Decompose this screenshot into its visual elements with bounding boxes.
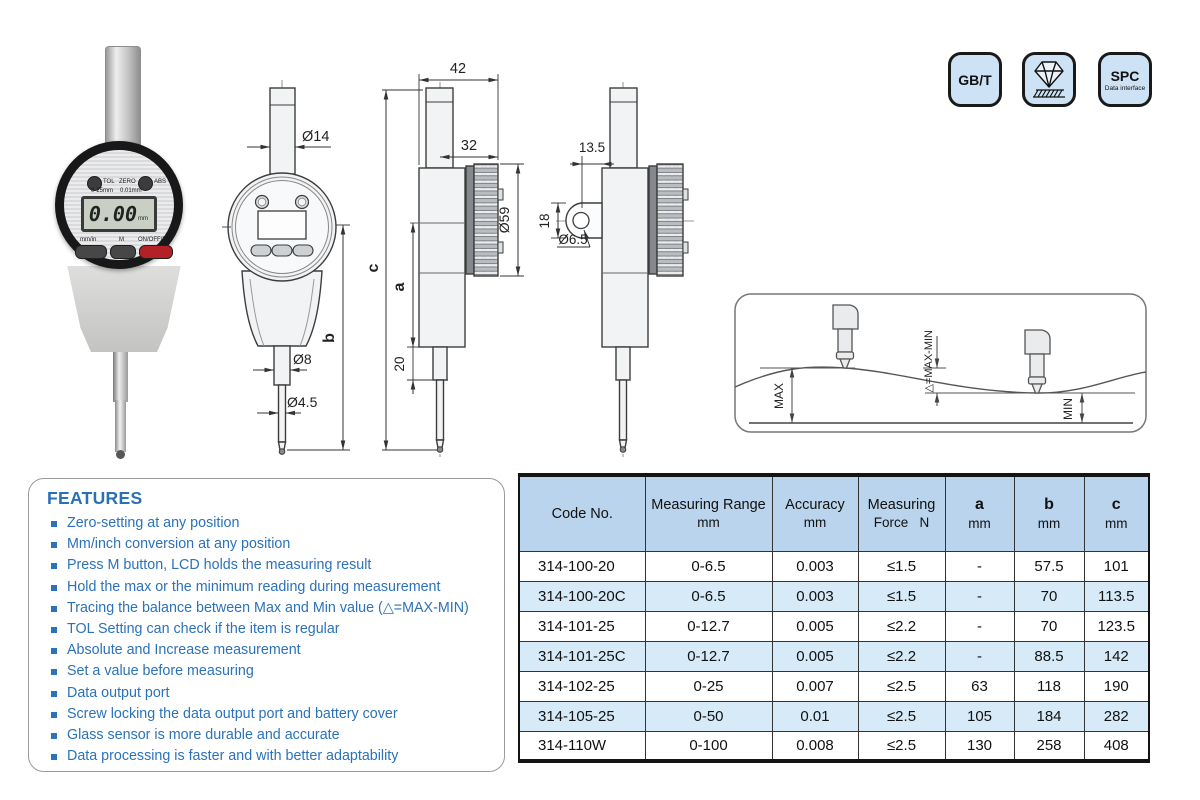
badge-gbt: [948, 52, 1002, 107]
spec-col-header: [519, 475, 645, 551]
bullet-square-icon: [51, 712, 57, 718]
dim-stem-dia: Ø14: [302, 129, 330, 145]
spec-cell: 314-101-25C: [519, 641, 645, 671]
header-line1: Measuring Range: [651, 497, 766, 514]
feature-item: [47, 598, 492, 619]
feature-text: Zero-setting at any position: [67, 515, 240, 531]
bullet-square-icon: [51, 648, 57, 654]
gbt-label: GB/T: [958, 71, 992, 88]
spec-cell: 70: [1014, 581, 1084, 611]
header-line1: Measuring: [867, 497, 936, 514]
spec-cell: 0.008: [772, 731, 858, 761]
abs-label: ABS: [154, 179, 167, 185]
bullet-square-icon: [51, 542, 57, 548]
feature-text: Mm/inch conversion at any position: [67, 536, 291, 553]
feature-text: Data processing is faster and with better adaptability: [67, 748, 399, 765]
spec-cell: 282: [1084, 701, 1149, 731]
bullet-square-icon: [51, 563, 57, 569]
spec-cell: 57.5: [1014, 551, 1084, 581]
feature-item: [47, 534, 492, 555]
feature-text: Glass sensor is more durable and accurate: [67, 727, 340, 744]
power-label: ON/OFF/P: [138, 237, 167, 243]
technical-drawings: [218, 40, 738, 470]
max-label: MAX: [772, 382, 786, 410]
spec-cell: 63: [945, 671, 1014, 701]
spec-cell: 314-110W: [519, 731, 645, 761]
feature-item: [47, 577, 492, 598]
spec-cell: 314-105-25: [519, 701, 645, 731]
features-list: [47, 513, 492, 767]
badge-diamond: [1022, 52, 1076, 107]
spec-cell: 314-101-25: [519, 611, 645, 641]
bullet-square-icon: [51, 754, 57, 760]
feature-item: [47, 619, 492, 640]
spec-cell: ≤2.2: [858, 641, 945, 671]
spec-col-header: [1084, 475, 1149, 551]
mmin-label: mm/in: [80, 237, 97, 243]
spec-cell: 0.005: [772, 641, 858, 671]
m-label: M: [119, 237, 124, 243]
feature-text: Screw locking the data output port and battery cover: [67, 705, 398, 722]
spec-cell: 0-12.7: [645, 641, 772, 671]
feature-text: TOL Setting can check if the item is regular: [67, 621, 340, 638]
back-view: [556, 82, 697, 458]
header-line1: Code No.: [551, 505, 613, 522]
spc-label: SPC: [1110, 67, 1140, 84]
spec-col-header: [1014, 475, 1084, 551]
spec-cell: 190: [1084, 671, 1149, 701]
feature-item: [47, 683, 492, 704]
lcd-display: [81, 196, 157, 232]
spec-cell: 118: [1014, 671, 1084, 701]
dim-42: 42: [449, 61, 467, 77]
header-line2: mm: [1105, 516, 1128, 532]
spec-table-body: [519, 551, 1149, 761]
spec-row: [519, 581, 1149, 611]
feature-item: [47, 746, 492, 767]
dim-32: 32: [460, 138, 478, 154]
dim-18: 18: [537, 213, 552, 229]
spec-cell: 258: [1014, 731, 1084, 761]
header-line1: Accuracy: [785, 497, 845, 514]
spec-cell: 314-100-20: [519, 551, 645, 581]
spec-cell: 184: [1014, 701, 1084, 731]
spec-cell: ≤2.5: [858, 731, 945, 761]
side-view: [410, 82, 503, 458]
feature-text: Hold the max or the minimum reading during measurement: [67, 578, 441, 595]
header-line2: mm: [1037, 516, 1061, 532]
diamond-icon: [1029, 59, 1069, 101]
spec-cell: 0-6.5: [645, 581, 772, 611]
photo-spindle: [113, 352, 128, 402]
bullet-square-icon: [51, 627, 57, 633]
spec-cell: 101: [1084, 551, 1149, 581]
header-line2: mm: [803, 515, 827, 531]
feature-item: [47, 555, 492, 576]
spec-cell: 0.007: [772, 671, 858, 701]
spec-row: [519, 671, 1149, 701]
bullet-square-icon: [51, 606, 57, 612]
spec-cell: 0.01: [772, 701, 858, 731]
resolution-label: 0.01mm: [120, 188, 142, 194]
dim-lower-dia: Ø8: [293, 351, 312, 367]
spec-cell: 105: [945, 701, 1014, 731]
spec-cell: 0-25: [645, 671, 772, 701]
spec-cell: 0-12.7: [645, 611, 772, 641]
dim-bezel-dia: Ø59: [496, 206, 512, 234]
mmin-button: [75, 245, 107, 259]
spec-cell: ≤2.2: [858, 611, 945, 641]
spec-col-header: [858, 475, 945, 551]
range-label: 0-25mm: [91, 188, 114, 194]
spec-cell: 123.5: [1084, 611, 1149, 641]
spec-cell: 0-6.5: [645, 551, 772, 581]
dim-hole-dia: Ø6.5: [558, 232, 588, 247]
bullet-square-icon: [51, 733, 57, 739]
lcd-value: 0.00: [88, 202, 137, 226]
feature-item: [47, 661, 492, 682]
bullet-square-icon: [51, 521, 57, 527]
dim-20: 20: [392, 356, 407, 372]
min-label: MIN: [1061, 398, 1075, 420]
zero-label: ZERO: [119, 179, 136, 185]
spec-cell: 0.003: [772, 551, 858, 581]
feature-text: Data output port: [67, 684, 170, 701]
bullet-square-icon: [51, 691, 57, 697]
spec-cell: ≤1.5: [858, 551, 945, 581]
spec-header-row: [519, 475, 1149, 551]
feature-text: Absolute and Increase measurement: [67, 642, 301, 659]
header-line1: a: [975, 496, 984, 514]
spec-col-header: [945, 475, 1014, 551]
badge-spc: [1098, 52, 1152, 107]
bullet-square-icon: [51, 585, 57, 591]
spec-cell: 130: [945, 731, 1014, 761]
spec-row: [519, 611, 1149, 641]
dim-spindle-dia: Ø4.5: [287, 394, 318, 410]
header-line2: mm: [968, 516, 991, 532]
header-line2: mm: [697, 515, 720, 531]
dim-b: b: [321, 333, 338, 343]
feature-item: [47, 725, 492, 746]
photo-spindle-lower: [115, 400, 126, 452]
spec-cell: 0-50: [645, 701, 772, 731]
spec-cell: -: [945, 551, 1014, 581]
feature-text: Tracing the balance between Max and Min value (△=MAX-MIN): [67, 599, 469, 616]
spec-cell: 314-100-20C: [519, 581, 645, 611]
spec-row: [519, 731, 1149, 761]
feature-item: [47, 704, 492, 725]
photo-contact-point: [116, 450, 125, 459]
spec-cell: 142: [1084, 641, 1149, 671]
spec-row: [519, 641, 1149, 671]
spec-cell: 0-100: [645, 731, 772, 761]
spec-row: [519, 551, 1149, 581]
header-line1: b: [1044, 496, 1054, 514]
spec-col-header: [772, 475, 858, 551]
spec-cell: -: [945, 641, 1014, 671]
spec-col-header: [645, 475, 772, 551]
header-line2: Force N: [873, 515, 930, 531]
lcd-unit: mm: [138, 216, 148, 222]
spec-table: [518, 473, 1150, 763]
spec-cell: ≤1.5: [858, 581, 945, 611]
spec-cell: -: [945, 611, 1014, 641]
spec-row: [519, 701, 1149, 731]
dim-c: c: [365, 263, 382, 273]
spec-cell: ≤2.5: [858, 671, 945, 701]
spec-cell: ≤2.5: [858, 701, 945, 731]
power-button: [139, 245, 173, 259]
feature-text: Set a value before measuring: [67, 663, 254, 680]
header-line1: c: [1111, 496, 1121, 514]
dim-a: a: [391, 282, 408, 292]
product-photo: [30, 38, 230, 468]
spec-cell: 113.5: [1084, 581, 1149, 611]
tol-label: TOL: [103, 179, 115, 185]
maxmin-diagram: [733, 292, 1148, 434]
spec-table-wrap: [518, 473, 1150, 763]
spc-sublabel: Data interface: [1104, 84, 1146, 92]
spec-cell: 0.003: [772, 581, 858, 611]
feature-item: [47, 640, 492, 661]
spec-cell: 88.5: [1014, 641, 1084, 671]
feature-text: Press M button, LCD holds the measuring result: [67, 557, 372, 574]
bullet-square-icon: [51, 669, 57, 675]
spec-cell: 314-102-25: [519, 671, 645, 701]
delta-label: △=MAX-MIN: [923, 330, 935, 393]
spec-cell: 408: [1084, 731, 1149, 761]
spec-cell: 0.005: [772, 611, 858, 641]
spec-cell: 70: [1014, 611, 1084, 641]
photo-body: [58, 266, 190, 352]
feature-item: [47, 513, 492, 534]
spec-cell: -: [945, 581, 1014, 611]
features-panel: [28, 478, 505, 772]
dim-135: 13.5: [578, 140, 606, 155]
features-title: FEATURES: [47, 488, 143, 508]
m-button: [110, 245, 136, 259]
